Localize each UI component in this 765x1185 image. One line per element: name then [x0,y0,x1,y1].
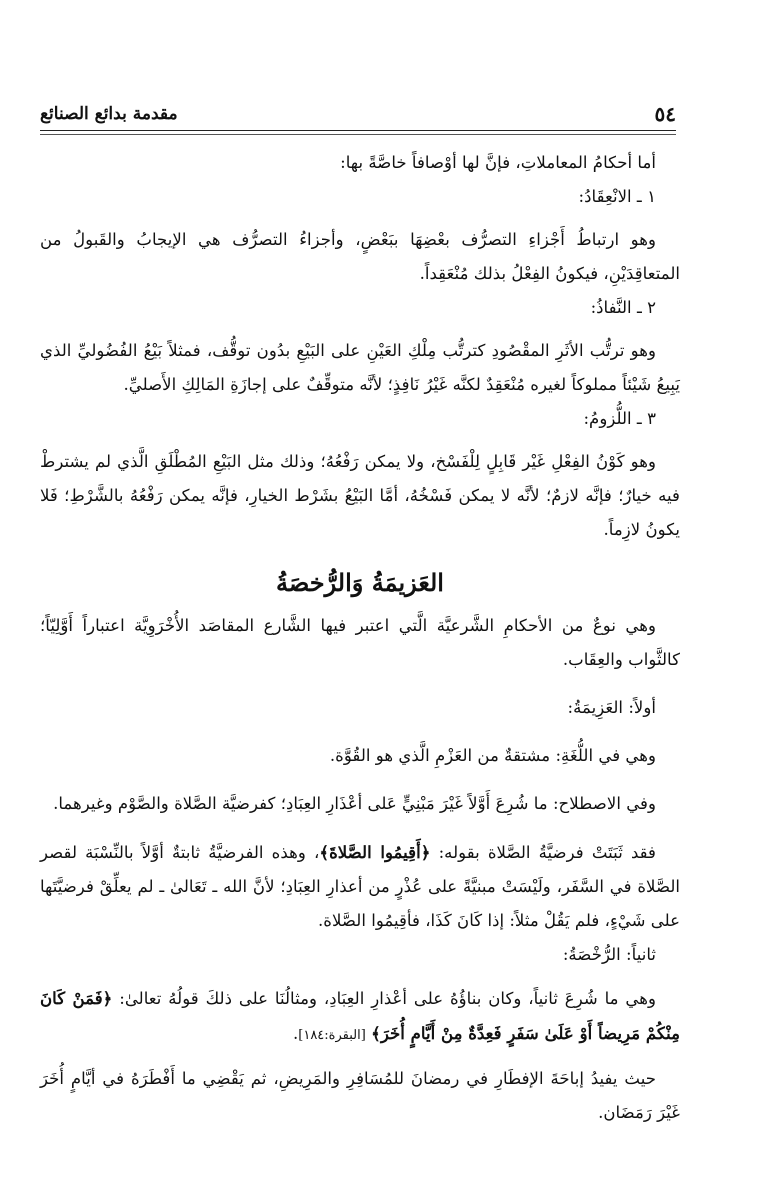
section-intro-paragraph: وهي نوعٌ من الأحكامِ الشَّرعيَّة الَّتي اعتبر فيها الشَّارع المقاصَد الأُخْرَوِيَّة اعتباراً أَوَّلِيّاً؛ كالثَّواب والعِقَاب. [40,616,680,669]
body-text [40,146,680,1130]
second-definition-paragraph [40,981,680,1053]
final-paragraph: حيث يفيدُ إباحَةَ الإفطَارِ في رمضانَ للمُسَافِرِ والمَرِيضِ، ثم يَقْضِي ما أَفْطَرَهُ في أيَّامٍ أُخَرَ غَيْرَ رَمَضَان. [40,1069,680,1122]
header-divider [40,134,676,135]
second-definition-end: . [292,1024,299,1043]
second-definition-text: وهي ما شُرِعَ ثانياً، وكان بناؤُهُ على أعْذارِ العِبَادِ، ومثالُنَا على ذلكَ قولُهُ تعالىٰ: [119,989,656,1008]
intro-paragraph: أما أحكامُ المعاملاتِ، فإنَّ لها أوْصافاً خاصَّةً بها: [340,153,656,172]
running-header [40,96,676,131]
first-example-body: ، وهذه الفرضيَّةُ ثابتةٌ أوَّلاً بالنِّسْبَة لقصر الصَّلاة في السَّفَر، ولَيْسَتْ مبنيَّةً على عُذْرٍ من أعذارِ العِبَادِ؛ لأنَّ الله ـ تَعَالىٰ ـ لم يعلِّقْ فرضيَّتَها على شَيْءٍ، فلم يَقُلْ مثلاً: إذا كَانَ كَذَا، فأقِيمُوا الصَّلاة. [40,843,680,930]
first-heading: أولاً: العَزِيمَةُ: [567,698,656,717]
item-2-paragraph: وهو ترتُّب الأثَرِ المقْصُودِ كترتُّب مِلْكِ العَيْنِ على البَيْعِ بدُون توقُّف، فمثلاً بَيْعُ الفُضُوليِّ الذي يَبِيعُ شَيْئاً مملوكاً لغيره مُنْعَقِدٌ لكنَّه غَيْرُ نَافِذٍ؛ لأنَّه متوقِّفٌ على إجازَةِ المَالِكِ الأَصليِّ. [40,341,680,394]
section-title: العَزيمَةُ وَالرُّخصَةُ [276,568,444,597]
first-term-definition: وفي الاصطلاح: ما شُرِعَ أَوَّلاً غَيْرَ مَبْنِيٍّ عَلى أعْذَارِ العِبَادِ؛ كفرضيَّة الصَّلاة والصَّوْم وغيرهما. [53,794,656,813]
page-number: ٥٤ [654,102,676,126]
second-heading: ثانياً: الرُّخْصَةُ: [562,945,656,964]
item-3-heading: ٣ ـ اللُّزومُ: [583,409,656,428]
item-3-paragraph: وهو كَوْنُ الفِعْلِ غَيْر قَابِلٍ لِلْفَسْخ، ولا يمكن رَفْعُهُ؛ وذلك مثل البَيْعِ المُطْلَقِ الَّذي لم يشترطْ فيه خيارٌ؛ فإنَّه لازمٌ؛ لأنَّه لا يمكن فَسْخُهُ، أمَّا البَيْعُ بشَرْط الخيارِ، فإنَّه يمكن رَفْعُهُ بالشَّرْطِ؛ فَلا يكونُ لازِماً. [40,452,680,539]
first-language-definition: وهي في اللُّغَةِ: مشتقةٌ من العَزْمِ الَّذي هو القُوَّة. [329,746,656,765]
first-example-intro: فقد ثَبَتَتْ فرضيَّةُ الصَّلاة بقوله: [438,843,656,862]
item-1-paragraph: وهو ارتباطُ أَجْزاءِ التصرُّف بعْضِهَا ببَعْضٍ، وأجزاءُ التصرُّف هي الإيجابُ والقَبولُ من المتعاقِدَيْنِ، فيكونُ الفِعْلُ بذلك مُنْعَقِداً. [40,230,680,283]
first-example-paragraph [40,835,680,938]
running-title: مقدمة بدائع الصنائع [40,104,178,124]
quran-verse-salah: ﴿أَقِيمُوا الصَّلاةَ﴾ [319,842,431,862]
item-1-heading: ١ ـ الانْعِقَادُ: [578,187,656,206]
verse-reference: [البقرة:١٨٤] [298,1028,366,1043]
quran-verse-fasting: ﴿فَمَنْ كَانَ مِنْكُمْ مَرِيضاً أَوْ عَلَىٰ سَفَرٍ فَعِدَّةٌ مِنْ أَيَّامٍ أُخَرَ﴾ [40,988,680,1043]
item-2-heading: ٢ ـ النَّفاذُ: [590,298,656,317]
